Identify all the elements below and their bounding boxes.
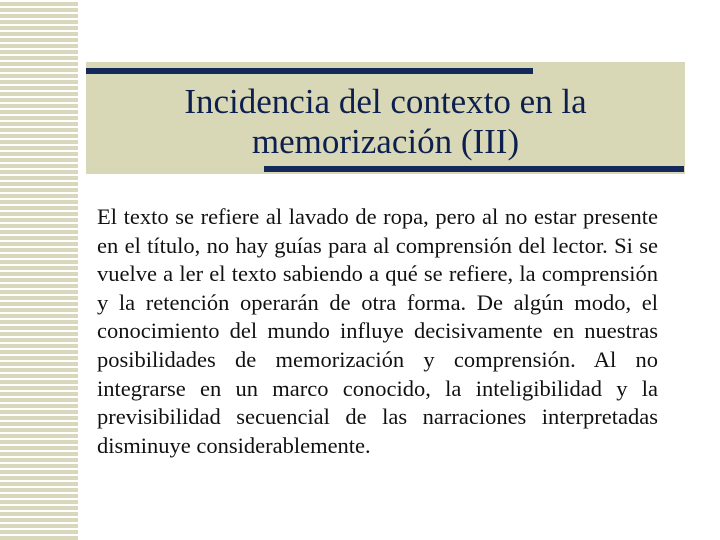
title-bottom-bar: [264, 166, 684, 172]
slide-title: [86, 82, 685, 162]
slide-title-line-2: memorización (III): [251, 122, 520, 161]
slide-body-text: El texto se refiere al lavado de ropa, pero al no estar presente en el título, no hay guías para al comprensión del lector. Si se vuelve a ler el texto sabiendo a qué se refiere, la comprensión y la retención operarán de otra forma. De algún modo, el conocimiento del mundo influye decisivamente en nuestras posibilidades de memorización y comprensión. Al no integrarse en un marco conocido, la inteligibilidad y la previsibilidad secuencial de las narraciones interpretadas disminuye considerablemente.: [97, 204, 658, 458]
slide-title-line-1: Incidencia del contexto en la: [184, 82, 587, 121]
decorative-side-stripe: [0, 0, 78, 540]
title-top-bar: [86, 68, 533, 74]
